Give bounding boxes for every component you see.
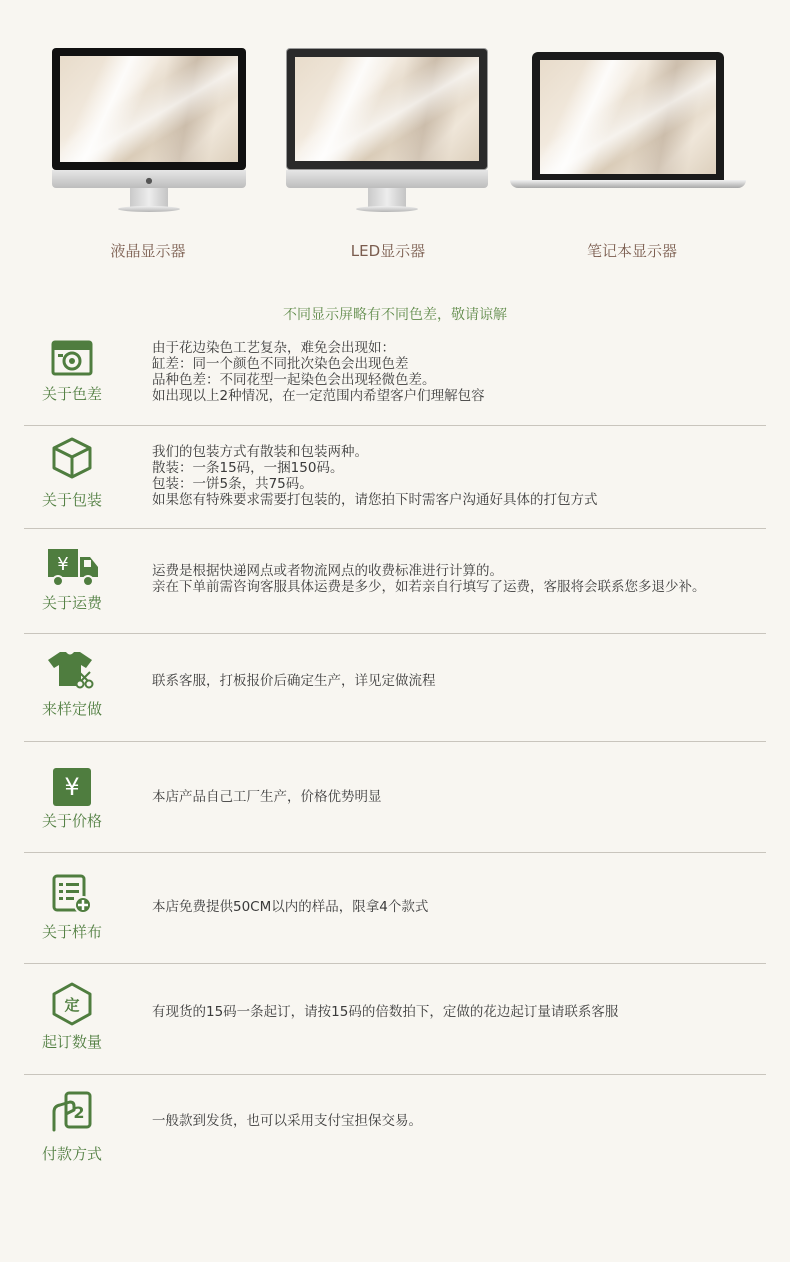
monitor-laptop-label: 笔记本显示器 — [586, 242, 677, 260]
monitor-led-base — [356, 206, 418, 212]
section-divider — [24, 528, 766, 529]
section-divider — [24, 1074, 766, 1075]
package-box-icon — [50, 436, 94, 480]
text-line: 运费是根据快递网点或者物流网点的收费标准进行计算的。 — [152, 563, 503, 579]
camera-icon — [50, 338, 94, 382]
section-text-packaging — [152, 444, 762, 508]
section-title-samples: 关于样布 — [41, 923, 102, 941]
tshirt-scissors-icon — [46, 648, 96, 692]
text-line: 本店产品自己工厂生产，价格优势明显 — [152, 789, 382, 805]
text-line: 有现货的15码一条起订，请按15码的倍数拍下，定做的花边起订量请联系客服 — [152, 1004, 619, 1020]
section-text-color-difference — [152, 340, 762, 404]
laptop-base — [510, 180, 746, 188]
text-line: 亲在下单前需咨询客服具体运费是多少，如若亲自行填写了运费，客服将会联系您多退少补。 — [152, 579, 706, 595]
monitor-led-chin — [286, 170, 488, 188]
section-title-color-difference: 关于色差 — [41, 385, 102, 403]
svg-text:定: 定 — [64, 996, 80, 1014]
section-title-packaging: 关于包装 — [41, 491, 102, 509]
section-text-shipping — [152, 563, 762, 595]
text-line: 散装：一条15码，一捆150码。 — [152, 460, 344, 476]
monitor-led-screen — [286, 48, 488, 170]
yuan-price-icon — [50, 765, 94, 809]
monitor-lcd-label: 液晶显示器 — [110, 242, 186, 260]
section-title-shipping: 关于运费 — [41, 594, 102, 612]
monitor-lcd-screen — [52, 48, 246, 170]
section-text-min-order — [152, 1004, 762, 1020]
text-line: 缸差：同一个颜色不同批次染色会出现色差 — [152, 356, 409, 372]
section-text-custom-order — [152, 673, 762, 689]
svg-text:2: 2 — [73, 1103, 85, 1122]
text-line: 包装：一饼5条，共75码。 — [152, 476, 313, 492]
text-line: 如果您有特殊要求需要打包装的，请您拍下时需客户沟通好具体的打包方式 — [152, 492, 598, 508]
section-divider — [24, 425, 766, 426]
section-title-payment: 付款方式 — [41, 1145, 102, 1163]
monitor-led-label: LED显示器 — [350, 242, 426, 260]
monitor-lcd-chin — [52, 170, 246, 188]
section-divider — [24, 963, 766, 964]
apple-logo-icon: ● — [145, 176, 153, 185]
text-line: 品种色差：不同花型一起染色会出现轻微色差。 — [152, 372, 436, 388]
text-line: 如出现以上2种情况，在一定范围内希望客户们理解包容 — [152, 388, 485, 404]
section-divider — [24, 741, 766, 742]
svg-text:¥: ¥ — [57, 554, 69, 575]
sample-list-icon — [50, 872, 94, 916]
text-line: 由于花边染色工艺复杂，难免会出现如： — [152, 340, 395, 356]
text-line: 我们的包装方式有散装和包装两种。 — [152, 444, 368, 460]
text-line: 一般款到发货，也可以采用支付宝担保交易。 — [152, 1113, 422, 1129]
section-title-min-order: 起订数量 — [41, 1033, 102, 1051]
section-text-samples — [152, 899, 762, 915]
section-divider — [24, 852, 766, 853]
section-text-payment — [152, 1113, 762, 1129]
monitor-lcd-base — [118, 206, 180, 212]
svg-text:¥: ¥ — [64, 773, 80, 801]
hexagon-ding-icon — [50, 982, 94, 1026]
section-divider — [24, 633, 766, 634]
text-line: 本店免费提供50CM以内的样品，限拿4个款式 — [152, 899, 429, 915]
monitor-laptop — [510, 52, 746, 192]
laptop-screen — [532, 52, 724, 180]
section-text-price — [152, 789, 762, 805]
text-line: 联系客服，打板报价后确定生产，详见定做流程 — [152, 673, 436, 689]
section-title-price: 关于价格 — [41, 812, 102, 830]
monitor-lcd-stand — [130, 188, 168, 208]
delivery-truck-icon — [46, 545, 100, 589]
monitor-lcd — [52, 48, 246, 214]
monitor-led-stand — [368, 188, 406, 208]
section-title-custom-order: 来样定做 — [41, 700, 102, 718]
monitor-led — [286, 48, 488, 214]
hand-payment-icon — [50, 1090, 94, 1134]
color-difference-notice: 不同显示屏略有不同色差，敬请谅解 — [283, 307, 507, 323]
